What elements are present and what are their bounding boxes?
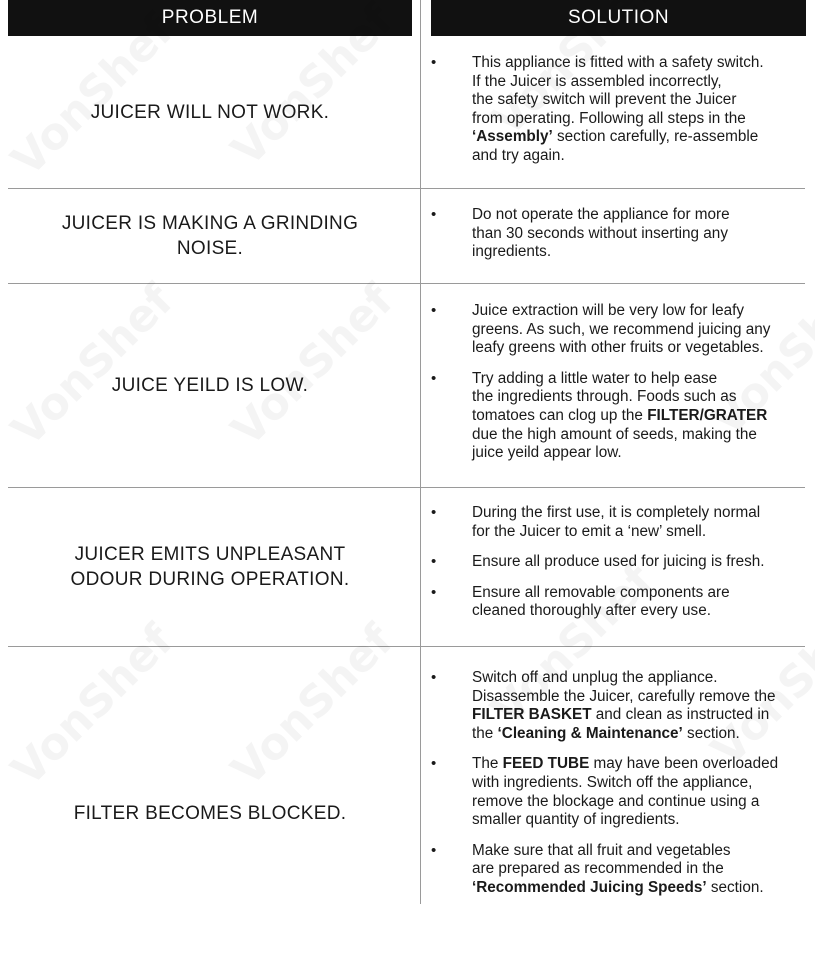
problem-cell xyxy=(8,189,412,283)
solution-line: for the Juicer to emit a ‘new’ smell. xyxy=(472,522,707,540)
solution-line: from operating. Following all steps in the xyxy=(472,109,746,127)
bullet-icon: • xyxy=(431,553,437,571)
problem-text: JUICER WILL NOT WORK. xyxy=(90,102,330,123)
solution-line: greens. As such, we recommend juicing any xyxy=(472,320,771,338)
solution-line: ‘Recommended Juicing Speeds’ section. xyxy=(472,878,764,896)
problem-header xyxy=(8,0,412,36)
solution-line: smaller quantity of ingredients. xyxy=(472,811,680,829)
solution-line: than 30 seconds without inserting any xyxy=(472,224,728,242)
solution-line: the safety switch will prevent the Juicer xyxy=(472,91,737,109)
solution-header xyxy=(431,0,806,36)
solution-line: This appliance is fitted with a safety switch. xyxy=(472,54,764,71)
bullet-icon: • xyxy=(431,54,437,71)
solution-line: are prepared as recommended in the xyxy=(472,860,724,878)
solution-cell xyxy=(431,669,801,898)
solution-line: Disassemble the Juicer, carefully remove the xyxy=(472,687,776,705)
solution-line: due the high amount of seeds, making the xyxy=(472,425,757,443)
solution-line: ‘Assembly’ section carefully, re-assemble xyxy=(472,128,759,146)
bullet-icon: • xyxy=(431,583,437,601)
solution-header-label: SOLUTION xyxy=(567,7,670,28)
bullet-icon: • xyxy=(431,669,437,686)
solution-line: Ensure all produce used for juicing is fresh. xyxy=(472,553,765,571)
solution-line: Switch off and unplug the appliance. xyxy=(472,669,718,686)
solution-item xyxy=(431,302,801,358)
solution-line: the ‘Cleaning & Maintenance’ section. xyxy=(472,724,740,742)
problem-text: JUICER EMITS UNPLEASANT xyxy=(74,544,346,565)
solution-line: Try adding a little water to help ease xyxy=(472,369,718,387)
solution-line: with ingredients. Switch off the appliance, xyxy=(472,773,753,791)
solution-line: Do not operate the appliance for more xyxy=(472,206,730,223)
solution-cell xyxy=(431,302,801,463)
solution-line: remove the blockage and continue using a xyxy=(472,792,760,810)
problem-cell xyxy=(8,37,412,188)
problem-text: JUICER IS MAKING A GRINDING xyxy=(61,213,359,234)
problem-text: ODOUR DURING OPERATION. xyxy=(70,569,350,590)
solution-line: the ingredients through. Foods such as xyxy=(472,388,737,406)
solution-line: FILTER BASKET and clean as instructed in xyxy=(472,706,770,724)
column-divider xyxy=(420,0,421,904)
solution-item xyxy=(431,584,801,621)
solution-item xyxy=(431,755,801,829)
solution-line: Juice extraction will be very low for leafy xyxy=(472,302,745,319)
solution-line: juice yeild appear low. xyxy=(472,444,622,462)
problem-text: FILTER BECOMES BLOCKED. xyxy=(73,802,347,824)
solution-cell xyxy=(431,504,801,621)
solution-line: During the first use, it is completely normal xyxy=(472,504,761,521)
solution-item xyxy=(431,206,801,262)
problem-header-label: PROBLEM xyxy=(161,7,259,28)
solution-line: ingredients. xyxy=(472,243,552,261)
solution-cell xyxy=(431,206,801,262)
bullet-icon: • xyxy=(431,302,437,319)
solution-cell xyxy=(431,54,801,166)
solution-line: and try again. xyxy=(472,146,565,164)
solution-line: Ensure all removable components are xyxy=(472,583,730,601)
solution-item xyxy=(431,669,801,743)
bullet-icon: • xyxy=(431,206,437,223)
problem-text: NOISE. xyxy=(176,238,244,259)
solution-line: tomatoes can clog up the FILTER/GRATER xyxy=(472,406,768,424)
problem-text: JUICE YEILD IS LOW. xyxy=(111,375,309,396)
problem-cell xyxy=(8,647,412,979)
problem-cell xyxy=(8,488,412,646)
solution-item xyxy=(431,553,801,572)
bullet-icon: • xyxy=(431,755,437,773)
solution-item xyxy=(431,54,801,166)
solution-line: The FEED TUBE may have been overloaded xyxy=(472,755,779,773)
solution-item xyxy=(431,842,801,898)
problem-cell xyxy=(8,284,412,487)
bullet-icon: • xyxy=(431,504,437,521)
bullet-icon: • xyxy=(431,841,437,859)
solution-item xyxy=(431,504,801,541)
solution-line: cleaned thoroughly after every use. xyxy=(472,602,711,620)
solution-line: leafy greens with other fruits or vegetables. xyxy=(472,339,764,357)
solution-line: If the Juicer is assembled incorrectly, xyxy=(472,72,722,90)
solution-item xyxy=(431,370,801,463)
bullet-icon: • xyxy=(431,369,437,387)
solution-line: Make sure that all fruit and vegetables xyxy=(472,841,731,859)
